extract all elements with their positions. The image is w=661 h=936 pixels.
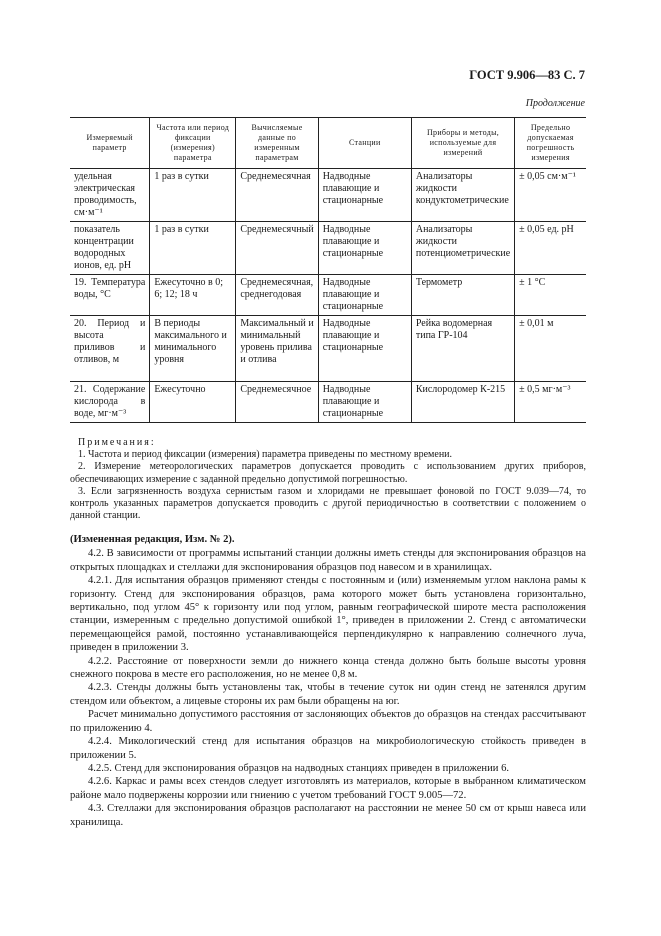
table-row xyxy=(70,316,586,382)
table-cell: Надводные плавающие и стационарные xyxy=(318,382,411,423)
table-row xyxy=(70,382,586,423)
paragraph: Расчет минимально допустимого расстояния от заслоняющих объектов до образцов на стендах рассчитывают по приложению 4. xyxy=(70,709,586,734)
column-header: Станции xyxy=(318,118,411,169)
column-header: Вычисляемые данные по измеренным параметрам xyxy=(236,118,318,169)
column-header: Предельно допускаемая погрешность измерения xyxy=(515,118,586,169)
table-cell: Термометр xyxy=(411,275,514,316)
continuation-label: Продолжение xyxy=(525,98,585,109)
table-cell: 19. Температура воды, °С xyxy=(70,275,150,316)
table-cell: В периоды максимального и минимального уровня xyxy=(150,316,236,382)
notes-title: Примечания: xyxy=(78,437,156,448)
parameters-table xyxy=(70,117,586,423)
page-header: ГОСТ 9.906—83 С. 7 xyxy=(469,68,585,82)
paragraph: 4.2.1. Для испытания образцов применяют стенды с постоянным и (или) изменяемым углом наклона рамы к горизонту. Стенд для экспонирования образцов, рама которого может быть установлена горизонтально, вертикально, под углом 45° к горизонту или под углом, равным географической широте места расположения станции, измеренным с предельно допустимой ошибкой 1°, приведен в приложении 2. Стенд с автоматически перемещающейся рамой, постоянно устанавливающейся перпендикулярно к направлению солнечного луча, приведен в приложении 3. xyxy=(70,575,586,654)
table-cell: ± 1 °С xyxy=(515,275,586,316)
column-header: Частота или период фиксации (измерения) параметра xyxy=(150,118,236,169)
table-row xyxy=(70,222,586,275)
body-text xyxy=(70,533,586,829)
table-cell: Среднемесячное xyxy=(236,382,318,423)
table-cell: 20. Период и высота приливов и отливов, м xyxy=(70,316,150,382)
table-cell: Рейка водомерная типа ГР-104 xyxy=(411,316,514,382)
table-cell: 21. Содержание кислорода в воде, мг·м⁻³ xyxy=(70,382,150,423)
table-cell: ± 0,5 мг·м⁻³ xyxy=(515,382,586,423)
column-header: Приборы и методы, используемые для измерений xyxy=(411,118,514,169)
table-cell: Надводные плавающие и стационарные xyxy=(318,316,411,382)
note-item: 1. Частота и период фиксации (измерения) параметра приведены по местному времени. xyxy=(78,449,453,461)
paragraph: 4.2.3. Стенды должны быть установлены так, чтобы в течение суток ни один стенд не затенялся другим стендом или объектом, а лицевые стороны их рам были обращены на юг. xyxy=(70,682,586,707)
paragraph: 4.3. Стеллажи для экспонирования образцов располагают на расстоянии не менее 50 см от крыш навеса или хранилища. xyxy=(70,803,586,828)
table-cell: Среднемесячный xyxy=(236,222,318,275)
table-cell: показатель концентрации водородных ионов, ед. pH xyxy=(70,222,150,275)
table-cell: 1 раз в сутки xyxy=(150,222,236,275)
note-item: 2. Измерение метеорологических параметров допускается проводить с использованием других приборов, обеспечивающих измерение с заданной предельно допустимой погрешностью. xyxy=(70,461,586,485)
table-cell: Анализаторы жидкости потенциометрические xyxy=(411,222,514,275)
table-cell: 1 раз в сутки xyxy=(150,169,236,222)
column-header: Измеряемый параметр xyxy=(70,118,150,169)
paragraph: 4.2.6. Каркас и рамы всех стендов следует изготовлять из материалов, которые в выбранном климатическом районе мало подвержены коррозии или гниению с учетом требований ГОСТ 9.005—72. xyxy=(70,776,586,801)
table-cell: Среднемесячная xyxy=(236,169,318,222)
paragraph: 4.2. В зависимости от программы испытаний станции должны иметь стенды для экспонирования образцов на открытых площадках и стеллажи для экспонирования образцов под навесом и в хранилищах. xyxy=(70,548,586,573)
table-cell: удельная электрическая проводимость, см·м⁻¹ xyxy=(70,169,150,222)
table-cell: Надводные плавающие и стационарные xyxy=(318,222,411,275)
table-cell: ± 0,05 ед. pH xyxy=(515,222,586,275)
revision-note: (Измененная редакция, Изм. № 2). xyxy=(70,534,235,545)
note-item: 3. Если загрязненность воздуха сернистым газом и хлоридами не превышает фоновой по ГОСТ 9.039—74, то контроль указанных параметров допускается проводить с другой периодичностью в соответствии с положением о данной станции. xyxy=(70,485,586,522)
table-cell: Кислородомер К-215 xyxy=(411,382,514,423)
notes-section xyxy=(70,437,586,522)
table-cell: Среднемесячная, среднегодовая xyxy=(236,275,318,316)
table-row xyxy=(70,169,586,222)
paragraph: 4.2.5. Стенд для экспонирования образцов на надводных станциях приведен в приложении 6. xyxy=(88,762,510,774)
paragraph: 4.2.2. Расстояние от поверхности земли до нижнего конца стенда должно быть больше высоты уровня снежного покрова в месте его расположения, но не менее 0,8 м. xyxy=(70,655,586,681)
table-cell: Надводные плавающие и стационарные xyxy=(318,275,411,316)
table-cell: Анализаторы жидкости кондуктометрические xyxy=(411,169,514,222)
paragraph: 4.2.4. Микологический стенд для испытания образцов на микробиологическую стойкость приведен в приложении 5. xyxy=(70,736,586,761)
table-cell: Ежесуточно xyxy=(150,382,236,423)
table-cell: ± 0,05 см·м⁻¹ xyxy=(515,169,586,222)
table-row xyxy=(70,275,586,316)
table-cell: Надводные плавающие и стационарные xyxy=(318,169,411,222)
table-header-row xyxy=(70,118,586,169)
table-cell: Максимальный и минимальный уровень прилива и отлива xyxy=(236,316,318,382)
table-cell: ± 0,01 м xyxy=(515,316,586,382)
table-cell: Ежесуточно в 0; 6; 12; 18 ч xyxy=(150,275,236,316)
